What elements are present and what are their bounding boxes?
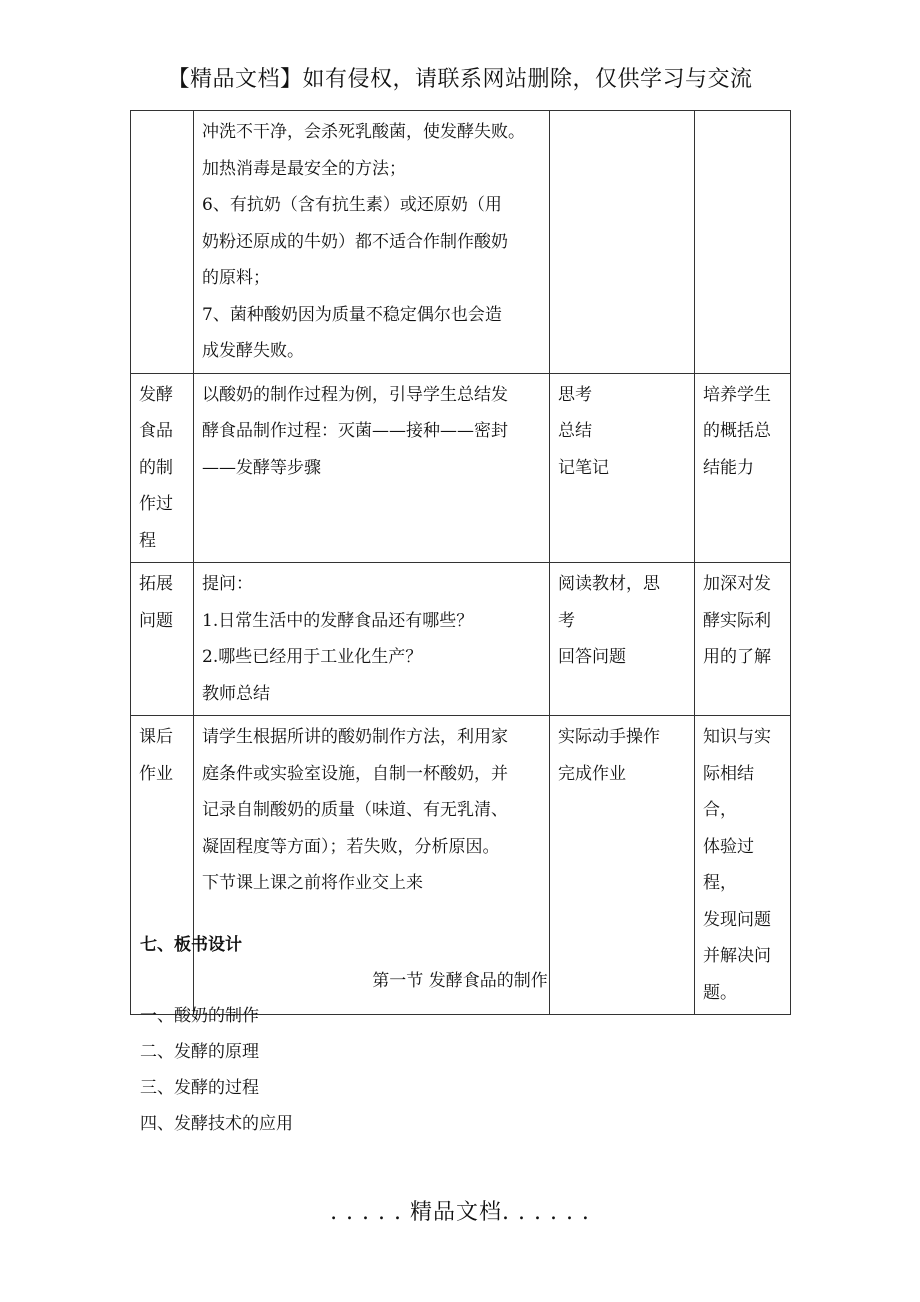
content-line: 庭条件或实验室设施，自制一杯酸奶，并 xyxy=(202,763,508,784)
student-line: 完成作业 xyxy=(558,763,626,784)
stage-line: 的制 xyxy=(139,457,173,478)
intent-line: 用的了解 xyxy=(703,647,771,667)
content-line: 6、有抗奶（含有抗生素）或还原奶（用 xyxy=(202,195,502,215)
intent-line: 酵实际利 xyxy=(703,610,771,631)
intent-line: 并解决问 xyxy=(703,946,771,966)
outline-item: 二、发酵的原理 xyxy=(140,1042,259,1062)
content-line: 提问： xyxy=(202,574,253,594)
lesson-plan-table xyxy=(130,110,791,1015)
stage-line: 拓展 xyxy=(139,574,173,594)
intent-line: 知识与实 xyxy=(703,727,771,747)
intent-line: 培养学生 xyxy=(703,384,771,405)
intent-line: 的概括总 xyxy=(703,421,771,441)
outline-item: 四、发酵技术的应用 xyxy=(140,1114,293,1134)
stage-line: 问题 xyxy=(139,610,173,631)
student-activity-cell xyxy=(550,111,695,374)
content-line: 7、菌种酸奶因为质量不稳定偶尔也会造 xyxy=(202,304,502,325)
intent-line: 际相结合， xyxy=(703,763,754,820)
page-header: 【精品文档】如有侵权，请联系网站删除，仅供学习与交流 xyxy=(167,67,753,92)
content-line: 记录自制酸奶的质量（味道、有无乳清、 xyxy=(202,800,508,820)
content-line: 请学生根据所讲的酸奶制作方法，利用家 xyxy=(202,727,508,747)
content-line: 下节课上课之前将作业交上来 xyxy=(202,873,423,893)
board-title: 第一节 发酵食品的制作 xyxy=(372,971,548,991)
content-cell xyxy=(194,373,550,563)
content-line: 奶粉还原成的牛奶）都不适合作制作酸奶 xyxy=(202,231,508,252)
stage-line: 食品 xyxy=(139,421,173,441)
table-row xyxy=(131,563,791,716)
stage-cell xyxy=(131,563,194,716)
table-row xyxy=(131,373,791,563)
content-line: 教师总结 xyxy=(202,683,270,704)
content-line: 成发酵失败。 xyxy=(202,341,304,361)
content-line: 冲洗不干净，会杀死乳酸菌，使发酵失败。 xyxy=(202,122,525,142)
intent-line: 加深对发 xyxy=(703,574,771,594)
stage-line: 课后 xyxy=(139,727,173,747)
student-line: 总结 xyxy=(558,421,592,441)
design-intent-cell xyxy=(695,373,791,563)
stage-line: 作过 xyxy=(139,494,173,514)
stage-cell xyxy=(131,111,194,374)
content-line: 的原料； xyxy=(202,268,270,288)
stage-line: 程 xyxy=(139,530,156,551)
content-line: 1.日常生活中的发酵食品还有哪些？ xyxy=(202,610,474,631)
table-row xyxy=(131,111,791,374)
content-line: 酵食品制作过程：灭菌——接种——密封 xyxy=(202,421,508,441)
content-line: 以酸奶的制作过程为例，引导学生总结发 xyxy=(202,384,508,405)
intent-line: 题。 xyxy=(703,982,737,1003)
intent-line: 体验过程， xyxy=(703,836,754,893)
outline-item: 三、发酵的过程 xyxy=(140,1078,259,1098)
stage-cell xyxy=(131,373,194,563)
content-cell xyxy=(194,563,550,716)
student-line: 记笔记 xyxy=(558,457,609,478)
content-cell xyxy=(194,111,550,374)
intent-line: 结能力 xyxy=(703,457,754,478)
student-line: 实际动手操作 xyxy=(558,727,660,747)
content-line: 凝固程度等方面）；若失败，分析原因。 xyxy=(202,836,500,857)
content-line: 2.哪些已经用于工业化生产？ xyxy=(202,647,423,667)
student-activity-cell xyxy=(550,563,695,716)
student-line: 回答问题 xyxy=(558,647,626,667)
section-heading: 七、板书设计 xyxy=(140,935,242,955)
stage-line: 作业 xyxy=(139,763,173,784)
design-intent-cell xyxy=(695,563,791,716)
page-footer: . . . . . 精品文档. . . . . . xyxy=(330,1200,590,1225)
student-activity-cell xyxy=(550,373,695,563)
outline-item: 一、酸奶的制作 xyxy=(140,1006,259,1026)
design-intent-cell xyxy=(695,111,791,374)
student-line: 阅读教材，思 xyxy=(558,574,660,594)
student-line: 考 xyxy=(558,610,575,631)
content-line: ——发酵等步骤 xyxy=(202,457,321,478)
content-line: 加热消毒是最安全的方法； xyxy=(202,158,406,179)
intent-line: 发现问题 xyxy=(703,909,771,930)
stage-line: 发酵 xyxy=(139,384,173,405)
board-outline xyxy=(140,998,293,1142)
student-line: 思考 xyxy=(558,384,592,405)
